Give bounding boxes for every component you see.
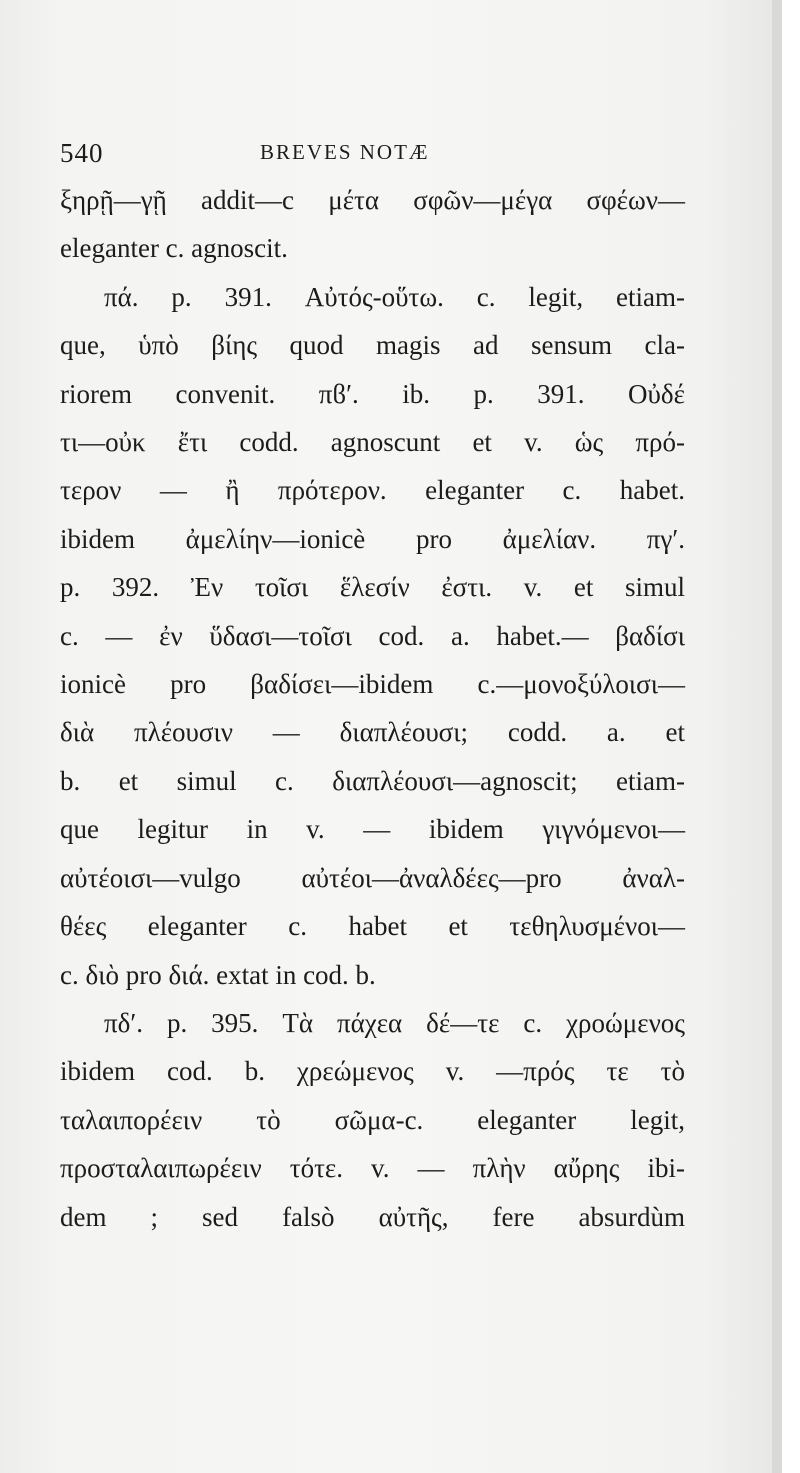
text-line: τι—οὐκ ἔτι codd. agnoscunt et v. ὡς πρό-	[60, 427, 685, 458]
text-line: c. διὸ pro διά. extat in cod. b.	[60, 959, 376, 990]
text-line: b. et simul c. διαπλέουσι—agnoscit; etiam-	[60, 765, 685, 796]
text-line: τερον — ἢ πρότερον. eleganter c. habet.	[60, 475, 685, 506]
text-block	[60, 132, 685, 1241]
text-line: dem ; sed falsò αὐτῆς, fere absurdùm	[60, 1201, 685, 1232]
text-line: ibidem cod. b. χρεώμενος v. —πρός τε τὸ	[60, 1056, 685, 1087]
text-line: πδʹ. p. 395. Τὰ πάχεα δέ—τε c. χροώμενος	[104, 1007, 685, 1038]
text-line: ξηρῇ—γῇ addit—c μέτα σφῶν—μέγα σφέων—	[60, 185, 685, 215]
running-head: BREVES NOTÆ	[260, 140, 430, 164]
page-edge-shadow	[772, 0, 782, 1473]
text-line: p. 392. Ἐν τοῖσι ἕλεσίν ἐστι. v. et simul	[60, 572, 685, 603]
text-line: ibidem ἀμελίην—ionicè pro ἀμελίαν. πγʹ.	[60, 523, 685, 554]
text-line: διὰ πλέουσιν — διαπλέουσι; codd. a. et	[60, 717, 685, 748]
text-line: πά. p. 391. Αὐτός-οὕτω. c. legit, etiam-	[104, 281, 685, 312]
text-line: αὐτέοισι—vulgo αὐτέοι—ἀναλδέες—pro ἀναλ-	[60, 862, 685, 893]
text-line: προσταλαιπωρέειν τότε. v. — πλὴν αὔρης ibi-	[60, 1153, 685, 1184]
text-line: ionicè pro βαδίσει—ibidem c.—μονοξύλοισι—	[60, 669, 685, 700]
text-line: θέες eleganter c. habet et τεθηλυσμένοι—	[60, 911, 685, 942]
page-header	[60, 132, 685, 176]
text-line: que, ὑπὸ βίης quod magis ad sensum cla-	[60, 330, 685, 361]
text-line: que legitur in v. — ibidem γιγνόμενοι—	[60, 814, 685, 845]
text-line: riorem convenit. πϐʹ. ib. p. 391. Οὐδέ	[60, 378, 685, 409]
text-line: c. — ἐν ὕδασι—τοῖσι cod. a. habet.— βαδίσι	[60, 620, 685, 651]
text-line: ταλαιπορέειν τὸ σῶμα-c. eleganter legit,	[60, 1104, 685, 1135]
text-line: eleganter c. agnoscit.	[60, 233, 288, 264]
page-number: 540	[60, 138, 104, 168]
